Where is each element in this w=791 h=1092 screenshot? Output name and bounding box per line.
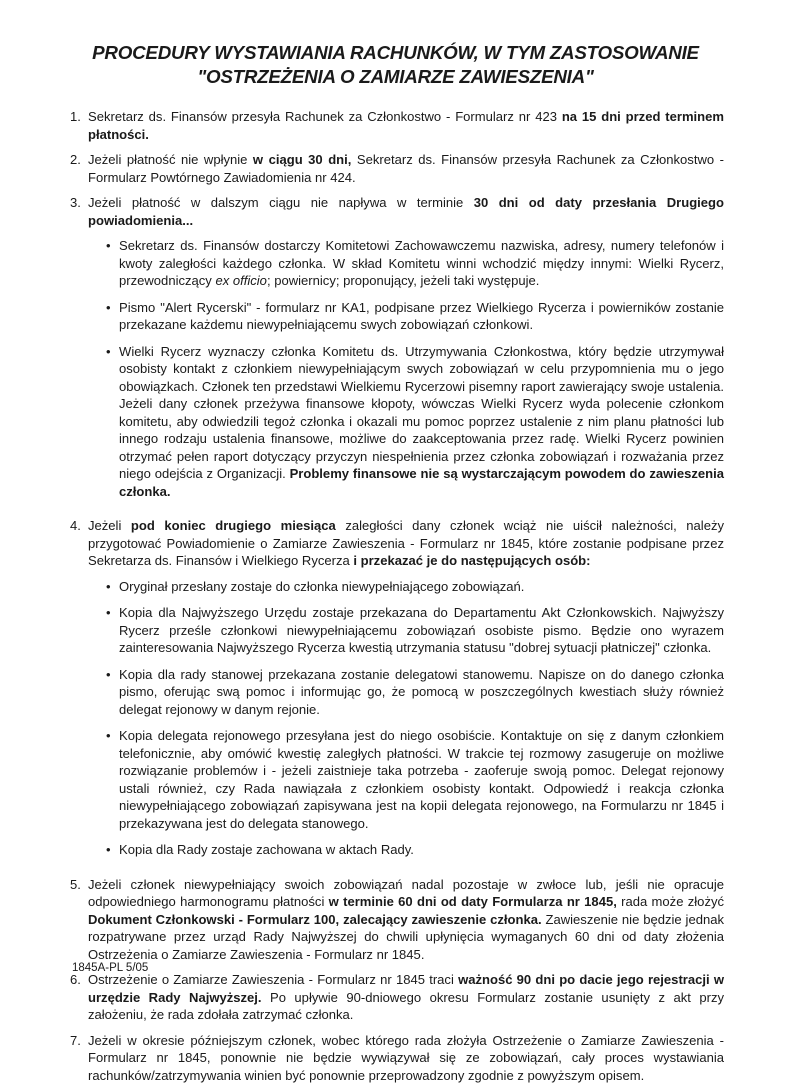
emphasis-text: Dokument Członkowski - Formularz 100, zalecający zawieszenie członka. [88,911,542,927]
item-body [88,194,724,509]
text-segment: Zawieszenie nie będzie jednak rozpatrywane przez urząd Rady Najwyższej do chwili upłynięcia wymaganych 60 dni od daty złożenia Ostrzeżenia o Zamiarze Zawieszenia - Formularz nr 1845. [88,911,724,962]
document-title [60,41,731,89]
text-segment: Jeżeli [88,518,131,533]
text-segment: Sekretarz ds. Finansów dostarczy Komitetowi Zachowawczemu nazwiska, adresy, numery telefonów i kwoty zaległości każdego członka. W skład Komitetu winni wchodzić między innymi: Wielki Rycerz, przewodniczący [119,238,724,288]
bullet-item [106,604,724,657]
item-text [88,971,724,1024]
bullet-item [106,841,724,859]
text-segment: Sekretarz ds. Finansów przesyła Rachunek za Członkostwo - Formularz Powtórnego Zawiadomienia nr 424. [88,152,724,185]
item-text [88,1032,724,1085]
text-segment: rada może złożyć [616,894,725,909]
bullet-item [106,299,724,334]
item-text [88,108,724,143]
text-segment: zaległości dany członek wciąż nie uiścił należności, należy przygotować Powiadomienie o Zamiarze Zawieszenia - Formularz nr 1845, które zostanie podpisane przez Sekretarza ds. Finansów i Wielkiego Rycerza [88,518,725,568]
emphasis-text: i przekazać je do następujących osób: [353,553,591,568]
item-number: 5. [70,876,81,892]
emphasis-text: w ciągu 30 dni, [252,152,352,167]
bullet-item [106,237,724,290]
item-text [88,517,724,570]
emphasis-text: Problemy finansowe nie są wystarczającym powodem do zawieszenia członka. [119,466,725,499]
text-segment: ; powiernicy; proponujący, jeżeli taki występuje. [266,273,540,288]
bullet-dot-icon: • [106,666,111,682]
bullet-dot-icon: • [106,578,111,594]
list-item [70,194,724,509]
bullet-dot-icon: • [106,605,111,620]
text-segment: Jeżeli płatność w dalszym ciągu nie napływa w terminie [88,195,474,210]
text-segment: Pismo "Alert Rycerski" - formularz nr KA1, podpisane przez Wielkiego Rycerza i powierników zostanie przekazane każdemu niewypełniającemu swych zobowiązań członkowi. [119,299,724,332]
item-body [88,971,724,1024]
list-item [70,876,724,964]
emphasis-text: w terminie 60 dni od daty Formularza nr 1845, [328,894,617,909]
bullet-item [106,666,724,719]
bullet-list [106,237,724,500]
title-line-2: "OSTRZEŻENIA O ZAMIARZE ZAWIESZENIA" [197,66,594,87]
procedure-list [70,108,724,1092]
bullet-text [119,237,724,290]
text-segment: Wielki Rycerz wyznaczy członka Komitetu ds. Utrzymywania Członkostwa, który będzie utrzymywał osobisty kontakt z członkiem niewypełniającym swych zobowiązań w celu przypomnienia mu o jego obowiązkach. Członek ten przedstawi Wielkiemu Rycerzowi pisemny raport zawierający swoje ustalenia. Jeżeli dany członek przeżywa finansowe kłopoty, wówczas Wielki Rycerz wyda polecenie członkom komitetu, aby odwiedzili tegoż członka i okazali mu pomoc poprzez ustalenie z nim planu płatności lub innego rodzaju ustalenia finansowe, możliwe do zaakceptowania przez radę. Wielki Rycerz powinien otrzymać pełen raport dotyczący przyczyn niespełnienia przez członka zobowiązań i rozważania przez niego odejścia z Organizacji. [119,343,724,481]
emphasis-text: 30 dni od daty przesłania Drugiego powiadomienia... [88,195,724,228]
form-code: 1845A-PL 5/05 [72,962,149,974]
text-segment: Jeżeli płatność nie wpłynie [88,152,253,167]
text-segment: Ostrzeżenie o Zamiarze Zawieszenia - Formularz nr 1845 traci [88,972,459,987]
bullet-text [119,299,724,334]
bullet-text [119,343,724,501]
bullet-text [119,578,724,596]
bullet-dot-icon: • [106,842,111,857]
item-text [88,194,724,229]
emphasis-text: na 15 dni przed terminem płatności. [88,109,724,142]
item-body [88,151,724,186]
text-segment: Kopia dla Rady zostaje zachowana w aktach Rady. [119,842,414,857]
title-line-1: PROCEDURY WYSTAWIANIA RACHUNKÓW, W TYM ZASTOSOWANIE [92,42,699,63]
bullet-dot-icon: • [106,299,111,315]
bullet-dot-icon: • [106,343,111,359]
item-number: 3. [70,195,81,210]
list-item [70,108,724,143]
item-number: 1. [70,109,81,124]
bullet-list [106,578,724,859]
bullet-item [106,727,724,832]
item-number: 2. [70,152,81,167]
emphasis-text: pod koniec drugiego miesiąca [130,518,336,533]
italic-text: ex officio [215,273,267,288]
bullet-dot-icon: • [106,238,111,253]
text-segment: Sekretarz ds. Finansów przesyła Rachunek za Członkostwo - Formularz nr 423 [88,109,562,124]
item-number: 7. [70,1032,81,1048]
bullet-text [119,841,724,859]
bullet-text [119,666,724,719]
text-segment: Kopia delegata rejonowego przesyłana jest do niego osobiście. Kontaktuje on się z danym członkiem telefonicznie, aby omówić kwestię zaległych płatności. W trakcie tej rozmowy zasugeruje on możliwe rozwiązanie problemów i - jeżeli zaistnieje taka potrzeba - zaoferuje swoją pomoc. Delegat rejonowy ustali również, czy Rada nawiązała z członkiem osobisty kontakt. Odpowiedź i reakcja członka niewypełniającego zobowiązań zapisywana jest na kopii delegata rejonowego, na Formularzu nr 1845 i przekazywana jest do delegata stanowego. [119,728,724,831]
text-segment: Kopia dla rady stanowej przekazana zostanie delegatowi stanowemu. Napisze on do danego członka pismo, oferując swą pomoc i informując go, że pomocą w poszczególnych kwestiach służy również delegat rejonowy w danym rejonie. [119,666,724,717]
item-body [88,108,724,143]
item-text [88,151,724,186]
text-segment: Kopia dla Najwyższego Urzędu zostaje przekazana do Departamentu Akt Członkowskich. Najwyższy Rycerz prześle członkowi niewypełniającemu zobowiązań osobiste pismo. Będzie ono wyrazem zainteresowania Najwyższego Rycerza kwestią utrzymania statusu "dobrej sytuacji płatniczej" członka. [119,605,724,655]
text-segment: Oryginał przesłany zostaje do członka niewypełniającego zobowiązań. [119,578,525,594]
bullet-item [106,343,724,501]
list-item [70,971,724,1024]
bullet-text [119,604,724,657]
item-body [88,1032,724,1085]
bullet-text [119,727,724,832]
emphasis-text: ważność 90 dni po dacie jego rejestracji w urzędzie Rady Najwyższej. [88,972,724,1005]
text-segment: Po upływie 90-dniowego okresu Formularz zostanie usunięty z akt przy założeniu, że rada zdołała zatrzymać członka. [88,989,724,1022]
item-text [88,876,724,964]
list-item [70,517,724,868]
list-item [70,1032,724,1085]
list-item [70,151,724,186]
item-body [88,517,724,868]
item-number: 4. [70,518,81,533]
bullet-item [106,578,724,596]
text-segment: Jeżeli w okresie późniejszym członek, wobec którego rada złożyła Ostrzeżenie o Zamiarze Zawieszenia - Formularz nr 1845, ponownie nie będzie wywiązywał się ze zobowiązań, cały proces wystawiania rachunków/zatrzymywania winien być ponownie przeprowadzony zgodnie z powyższym opisem. [88,1032,724,1083]
bullet-dot-icon: • [106,728,111,743]
item-body [88,876,724,964]
text-segment: Jeżeli członek niewypełniający swoich zobowiązań nadal pozostaje w zwłoce lub, jeśli nie opracuje odpowiedniego harmonogramu płatności [88,876,724,909]
item-number: 6. [70,972,81,987]
